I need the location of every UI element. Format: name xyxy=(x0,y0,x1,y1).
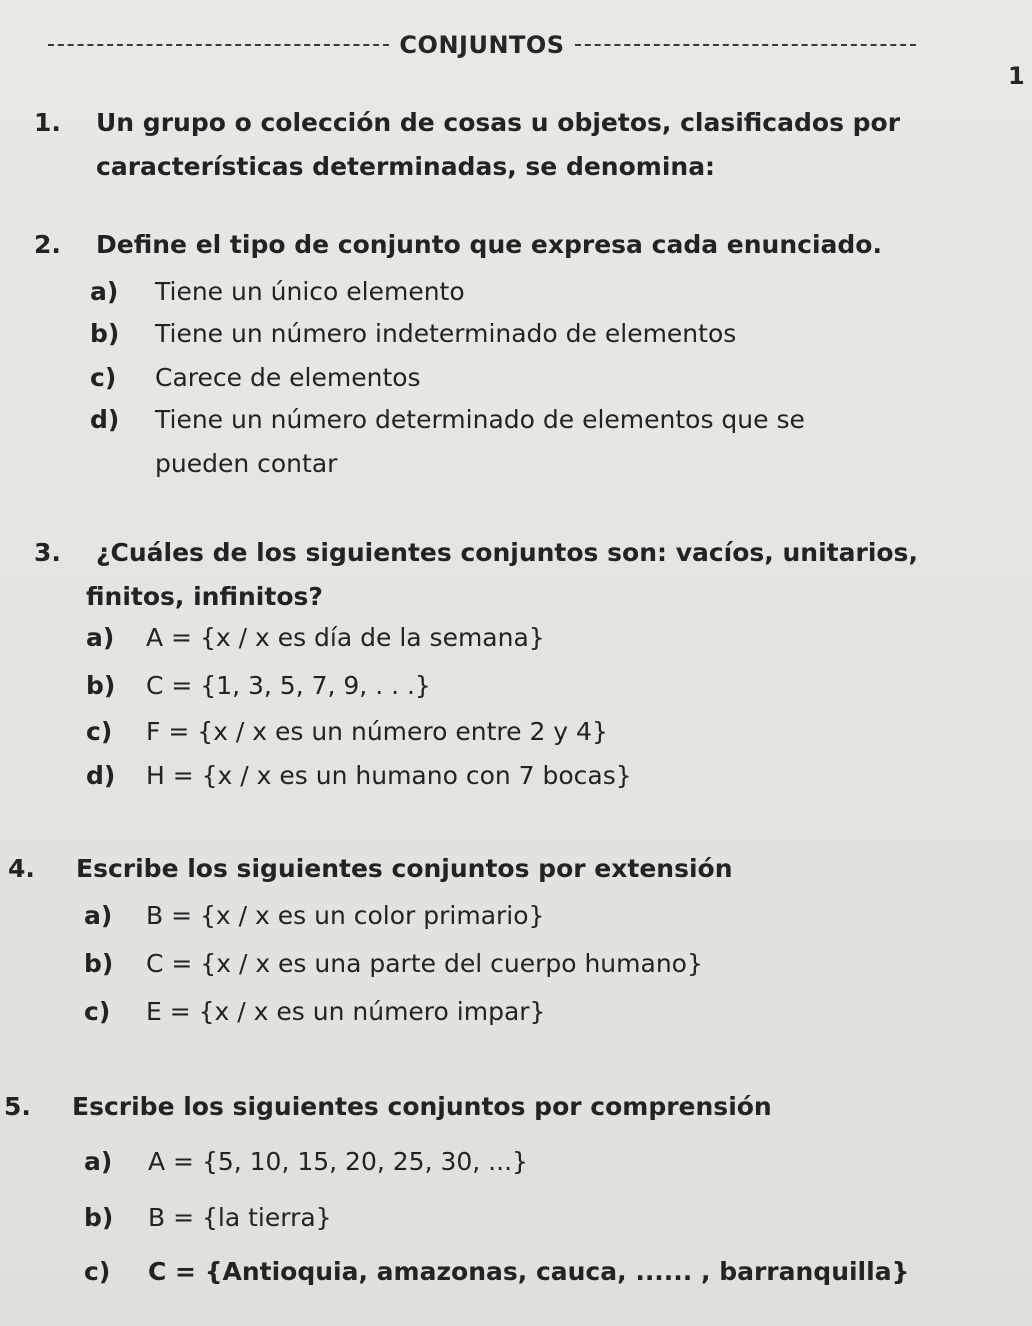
q4-item-a xyxy=(84,898,944,934)
item-text: B = {la tierra} xyxy=(148,1203,332,1232)
header xyxy=(48,30,916,60)
item-text: A = {x / x es día de la semana} xyxy=(146,623,545,652)
q5-item-c xyxy=(84,1254,984,1290)
item-text: pueden contar xyxy=(155,449,338,478)
item-text: C = {1, 3, 5, 7, 9, . . .} xyxy=(146,671,431,700)
item-letter: a) xyxy=(86,623,115,652)
question-text: Escribe los siguientes conjuntos por comprensión xyxy=(72,1092,772,1121)
question-number: 4. xyxy=(8,854,35,883)
item-letter: b) xyxy=(84,1203,114,1232)
item-letter: d) xyxy=(86,761,116,790)
q3-item-b xyxy=(86,668,946,704)
q2-item-d-continued xyxy=(155,446,855,482)
q4-item-c xyxy=(84,994,944,1030)
item-text: Tiene un número indeterminado de elementos xyxy=(155,319,737,348)
question-number: 1. xyxy=(34,108,61,137)
question-text-line-1: Un grupo o colección de cosas u objetos, clasificados por xyxy=(96,108,901,137)
q3-item-c xyxy=(86,714,946,750)
item-letter: a) xyxy=(84,1147,113,1176)
item-text: Tiene un número determinado de elementos que se xyxy=(155,405,805,434)
question-number: 5. xyxy=(4,1092,31,1121)
question-text-line-1: ¿Cuáles de los siguientes conjuntos son: vacíos, unitarios, xyxy=(96,538,918,567)
question-text-line-2: finitos, infinitos? xyxy=(86,582,323,611)
item-letter: c) xyxy=(90,363,117,392)
question-text: Define el tipo de conjunto que expresa cada enunciado. xyxy=(96,230,882,259)
question-5 xyxy=(4,1088,944,1126)
item-letter: b) xyxy=(84,949,114,978)
q3-item-d xyxy=(86,758,946,794)
item-letter: a) xyxy=(90,277,119,306)
question-1 xyxy=(34,104,934,186)
item-letter: b) xyxy=(90,319,120,348)
q5-item-b xyxy=(84,1200,944,1236)
question-number: 2. xyxy=(34,230,61,259)
item-text: E = {x / x es un número impar} xyxy=(146,997,546,1026)
item-letter: c) xyxy=(86,717,113,746)
question-text: Escribe los siguientes conjuntos por extensión xyxy=(76,854,733,883)
item-text: F = {x / x es un número entre 2 y 4} xyxy=(146,717,608,746)
item-text: Carece de elementos xyxy=(155,363,421,392)
question-4 xyxy=(8,850,948,888)
question-2 xyxy=(34,226,934,264)
header-dash-left xyxy=(48,44,389,46)
page-title: CONJUNTOS xyxy=(399,31,565,59)
item-letter: d) xyxy=(90,405,120,434)
q2-item-d xyxy=(90,402,950,438)
question-3 xyxy=(34,534,974,616)
item-text: C = {Antioquia, amazonas, cauca, ...... , barranquilla} xyxy=(148,1257,910,1286)
q3-item-a xyxy=(86,620,946,656)
item-letter: b) xyxy=(86,671,116,700)
q2-item-a xyxy=(90,274,950,310)
item-text: Tiene un único elemento xyxy=(155,277,465,306)
item-letter: c) xyxy=(84,1257,111,1286)
question-text-line-2: características determinadas, se denomina: xyxy=(96,152,716,181)
page-number: 1 xyxy=(1008,62,1025,90)
q4-item-b xyxy=(84,946,944,982)
header-dash-right xyxy=(575,44,916,46)
item-text: C = {x / x es una parte del cuerpo humano} xyxy=(146,949,703,978)
item-letter: a) xyxy=(84,901,113,930)
item-text: A = {5, 10, 15, 20, 25, 30, ...} xyxy=(148,1147,528,1176)
item-text: B = {x / x es un color primario} xyxy=(146,901,545,930)
item-text: H = {x / x es un humano con 7 bocas} xyxy=(146,761,632,790)
item-letter: c) xyxy=(84,997,111,1026)
q5-item-a xyxy=(84,1144,944,1180)
question-number: 3. xyxy=(34,538,61,567)
q2-item-b xyxy=(90,316,950,352)
q2-item-c xyxy=(90,360,950,396)
